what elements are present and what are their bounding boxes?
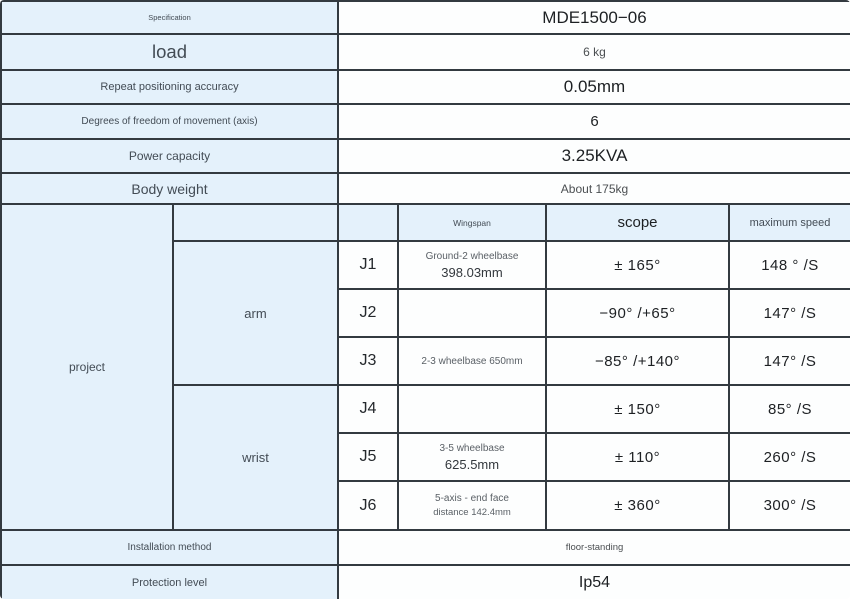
spec-label-power-capacity: Power capacity bbox=[1, 139, 338, 173]
joint-scope: ± 165° bbox=[546, 241, 729, 289]
joint-id: J6 bbox=[338, 481, 398, 530]
wingspan-caption: 5-axis - end face bbox=[435, 493, 509, 504]
group-label-wrist: wrist bbox=[173, 385, 338, 530]
table-row bbox=[1, 70, 850, 104]
spec-label-specification: Specification bbox=[1, 1, 338, 34]
joint-id: J3 bbox=[338, 337, 398, 385]
wingspan-caption: 3-5 wheelbase bbox=[439, 443, 505, 454]
spec-label-installation-method: Installation method bbox=[1, 530, 338, 565]
joint-id: J4 bbox=[338, 385, 398, 433]
table-row bbox=[1, 173, 850, 204]
joint-wingspan bbox=[398, 289, 546, 337]
spec-value-degrees-of-freedom: 6 bbox=[338, 104, 850, 139]
spec-value-power-capacity: 3.25KVA bbox=[338, 139, 850, 173]
joint-spacer-cell bbox=[338, 204, 398, 241]
project-label-cell: project bbox=[1, 204, 173, 530]
wingspan-value: 625.5mm bbox=[444, 457, 500, 472]
joint-scope: ± 150° bbox=[546, 385, 729, 433]
wingspan-caption: 2-3 wheelbase 650mm bbox=[421, 355, 523, 367]
joint-speed: 148 ° /S bbox=[729, 241, 850, 289]
spec-label-load: load bbox=[1, 34, 338, 70]
joint-speed: 260° /S bbox=[729, 433, 850, 481]
joint-wingspan bbox=[398, 385, 546, 433]
spec-label-degrees-of-freedom: Degrees of freedom of movement (axis) bbox=[1, 104, 338, 139]
spec-value-accuracy: 0.05mm bbox=[338, 70, 850, 104]
joint-scope: ± 110° bbox=[546, 433, 729, 481]
joint-scope: −90° /+65° bbox=[546, 289, 729, 337]
spec-value-installation-method: floor-standing bbox=[338, 530, 850, 565]
spec-label-accuracy: Repeat positioning accuracy bbox=[1, 70, 338, 104]
wingspan-value: distance 142.4mm bbox=[433, 507, 511, 518]
spec-value-body-weight: About 175kg bbox=[338, 173, 850, 204]
group-label-arm: arm bbox=[173, 241, 338, 385]
column-header-wingspan: Wingspan bbox=[398, 204, 546, 241]
wingspan-value: 398.03mm bbox=[441, 265, 503, 280]
spec-value-load: 6 kg bbox=[338, 34, 850, 70]
joint-scope: −85° /+140° bbox=[546, 337, 729, 385]
table-row bbox=[1, 530, 850, 565]
spec-label-protection-level: Protection level bbox=[1, 565, 338, 599]
table-row bbox=[1, 104, 850, 139]
joint-id: J5 bbox=[338, 433, 398, 481]
project-header-row bbox=[1, 204, 850, 241]
spec-value-model: MDE1500−06 bbox=[338, 1, 850, 34]
joint-wingspan bbox=[398, 241, 546, 289]
spec-label-body-weight: Body weight bbox=[1, 173, 338, 204]
joint-id: J1 bbox=[338, 241, 398, 289]
group-spacer-cell bbox=[173, 204, 338, 241]
joint-wingspan bbox=[398, 337, 546, 385]
joint-speed: 147° /S bbox=[729, 337, 850, 385]
joint-speed: 300° /S bbox=[729, 481, 850, 530]
table-row bbox=[1, 139, 850, 173]
table-row bbox=[1, 565, 850, 599]
wingspan-caption: Ground-2 wheelbase bbox=[425, 251, 519, 262]
column-header-maximum-speed: maximum speed bbox=[729, 204, 850, 241]
joint-wingspan bbox=[398, 481, 546, 530]
joint-wingspan bbox=[398, 433, 546, 481]
joint-speed: 85° /S bbox=[729, 385, 850, 433]
table-row bbox=[1, 1, 850, 34]
column-header-scope: scope bbox=[546, 204, 729, 241]
joint-speed: 147° /S bbox=[729, 289, 850, 337]
joint-scope: ± 360° bbox=[546, 481, 729, 530]
joint-id: J2 bbox=[338, 289, 398, 337]
table-row bbox=[1, 34, 850, 70]
spec-value-protection-level: Ip54 bbox=[338, 565, 850, 599]
